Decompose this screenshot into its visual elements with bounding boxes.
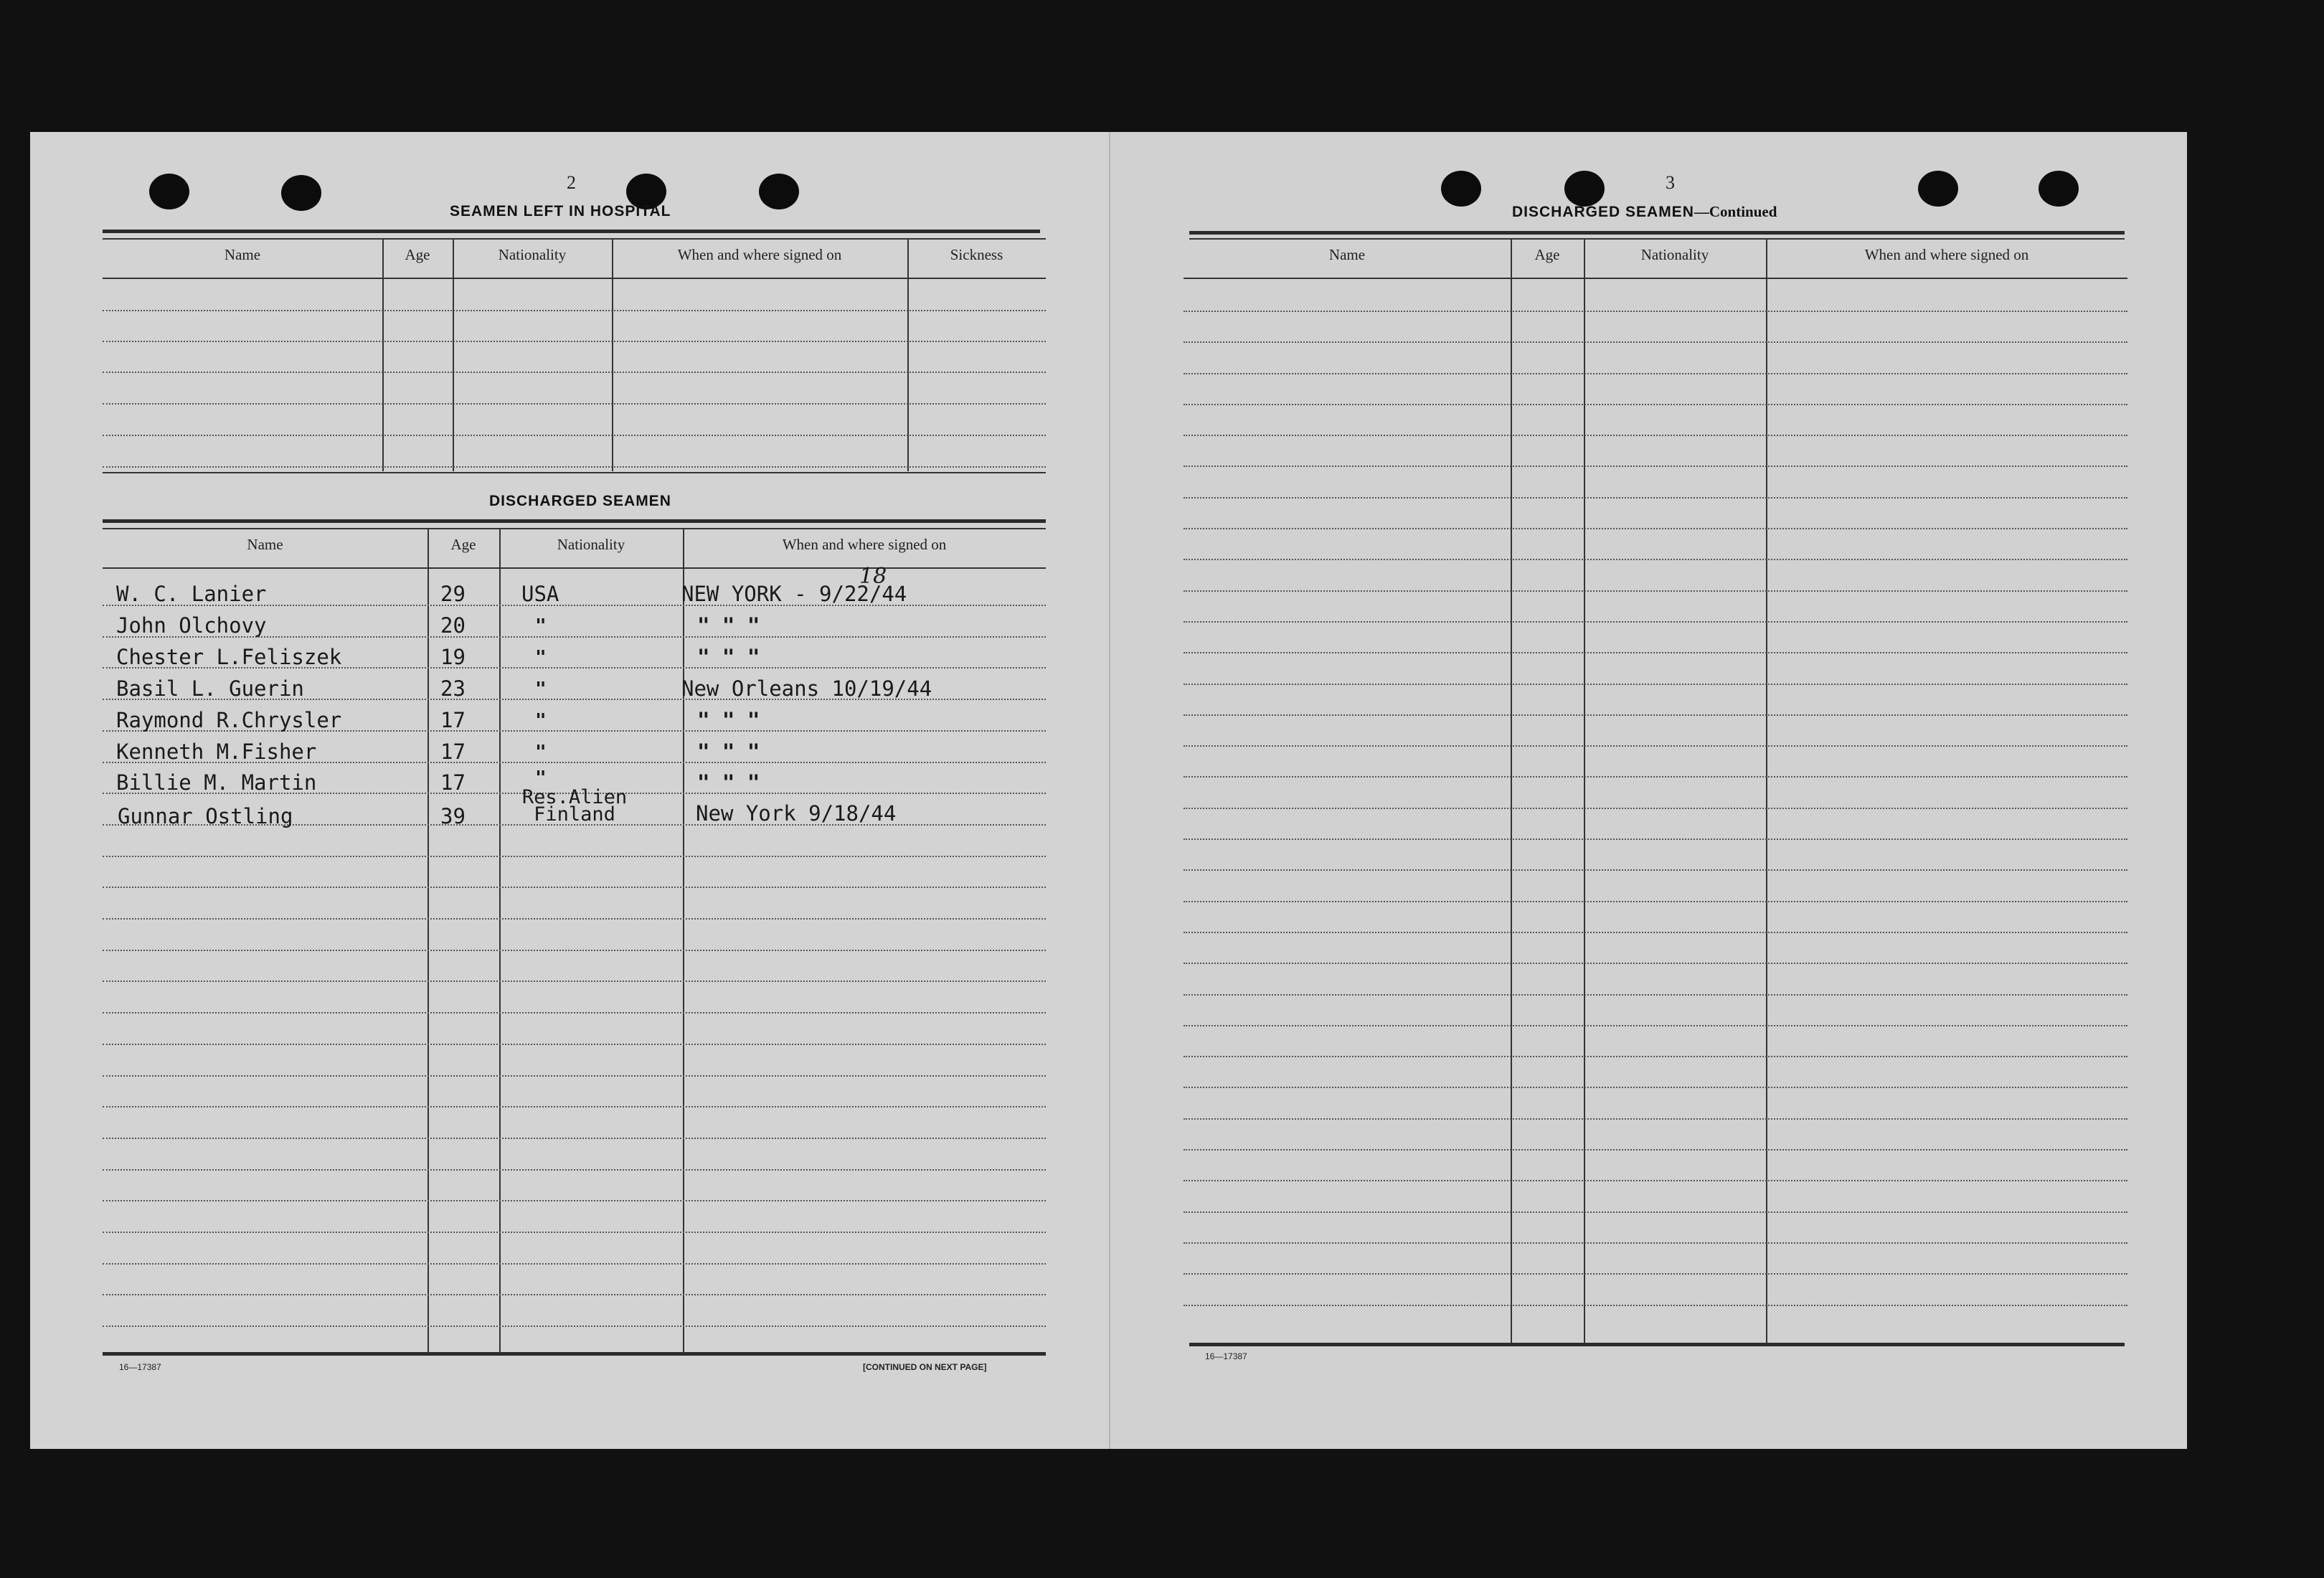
punch-hole (1918, 171, 1958, 207)
ruled-line (103, 1138, 1046, 1139)
ditto-mark: " (535, 767, 547, 789)
form-code: 16—17387 (1205, 1351, 1247, 1361)
ruled-line (1184, 497, 2127, 499)
punch-hole (759, 174, 799, 209)
rule (1189, 231, 2125, 235)
rule (103, 567, 1046, 569)
ruled-line (103, 1200, 1046, 1201)
column-header-signed-on: When and where signed on (677, 246, 842, 263)
seaman-name: Kenneth M.Fisher (116, 740, 317, 764)
seaman-age: 19 (440, 645, 466, 669)
ditto-mark: " (535, 679, 547, 700)
ruled-line (103, 1075, 1046, 1077)
column-divider (382, 238, 384, 471)
ruled-line (1184, 1211, 2127, 1213)
ruled-line (1184, 341, 2127, 343)
page-number: 2 (567, 172, 576, 193)
seaman-nationality: USA (521, 582, 559, 606)
ruled-line (1184, 621, 2127, 623)
ruled-line (103, 1169, 1046, 1171)
ruled-line (1184, 1118, 2127, 1120)
ditto-mark: " (535, 710, 547, 732)
ruled-line (1184, 1180, 2127, 1181)
ruled-line (1184, 1149, 2127, 1151)
discharged-section-title: DISCHARGED SEAMEN (489, 493, 671, 509)
seaman-name: Basil L. Guerin (116, 676, 304, 701)
ruled-line (1184, 652, 2127, 653)
seaman-name: Raymond R.Chrysler (116, 708, 342, 732)
page-gutter (1109, 132, 1110, 1449)
seaman-signed-on: " " " (697, 740, 760, 764)
ruled-line (1184, 901, 2127, 902)
ruled-line (103, 372, 1046, 373)
page-number: 3 (1666, 172, 1675, 193)
ruled-line (103, 1263, 1046, 1265)
ditto-mark: " (535, 615, 547, 637)
right-section-title-suffix: —Continued (1694, 203, 1777, 220)
rule (103, 472, 1046, 473)
ruled-line (103, 341, 1046, 342)
ruled-line (103, 1326, 1046, 1327)
seaman-name: Chester L.Feliszek (116, 645, 342, 669)
column-divider (612, 238, 613, 471)
seaman-signed-on: " " " (697, 645, 760, 669)
column-divider (683, 528, 684, 1353)
seaman-age: 39 (440, 804, 466, 828)
ruled-line (1184, 373, 2127, 374)
ruled-line (103, 1044, 1046, 1045)
ruled-line (1184, 404, 2127, 405)
ruled-line (1184, 1087, 2127, 1088)
ruled-line (1184, 435, 2127, 436)
seaman-name: Billie M. Martin (116, 770, 317, 795)
ruled-line (1184, 714, 2127, 716)
ruled-line (103, 981, 1046, 982)
hospital-section-title: SEAMEN LEFT IN HOSPITAL (450, 203, 671, 219)
seaman-name: Gunnar Ostling (118, 804, 293, 828)
rule (1184, 278, 2127, 279)
ruled-line (1184, 559, 2127, 560)
ruled-line (103, 1294, 1046, 1295)
seaman-name: John Olchovy (116, 613, 267, 638)
seaman-nationality: Res.Alien Finland (521, 786, 628, 826)
ruled-line (103, 466, 1046, 468)
column-header-age: Age (1534, 246, 1560, 263)
ruled-line (1184, 745, 2127, 747)
ruled-line (1184, 869, 2127, 871)
seaman-signed-on: New York 9/18/44 (696, 801, 897, 826)
rule (103, 519, 1046, 523)
seaman-signed-on: NEW YORK - 9/22/44 (681, 582, 907, 606)
ruled-line (1184, 1273, 2127, 1275)
rule (1189, 1343, 2125, 1346)
seaman-age: 29 (440, 582, 466, 606)
right-section-title (1512, 203, 1777, 221)
ruled-line (1184, 932, 2127, 933)
ruled-line (103, 950, 1046, 951)
column-header-nationality: Nationality (498, 246, 567, 263)
seaman-age: 23 (440, 676, 466, 701)
column-header-nationality: Nationality (557, 536, 625, 553)
punch-hole (281, 175, 321, 211)
ruled-line (1184, 808, 2127, 809)
seaman-signed-on: " " " (697, 770, 760, 795)
ruled-line (1184, 1025, 2127, 1026)
column-header-nationality: Nationality (1640, 246, 1709, 263)
ruled-line (1184, 1305, 2127, 1306)
ditto-mark: " (535, 647, 547, 668)
column-divider (907, 238, 909, 471)
form-code: 16—17387 (119, 1362, 161, 1372)
rule (103, 1352, 1046, 1356)
seaman-signed-on: " " " (697, 708, 760, 732)
ruled-line (103, 1012, 1046, 1014)
ruled-line (1184, 466, 2127, 467)
handwritten-correction: 18 (859, 564, 887, 589)
seaman-signed-on: " " " (697, 613, 760, 638)
rule (1189, 238, 2125, 240)
continued-note: [CONTINUED ON NEXT PAGE] (863, 1362, 987, 1372)
column-header-signed-on: When and where signed on (782, 536, 947, 553)
column-divider (499, 528, 501, 1353)
ruled-line (103, 1106, 1046, 1107)
punch-hole (1441, 171, 1481, 207)
seaman-signed-on: New Orleans 10/19/44 (681, 676, 932, 701)
column-header-name: Name (247, 536, 283, 553)
column-header-sickness: Sickness (950, 246, 1003, 263)
rule (103, 278, 1046, 279)
ruled-line (103, 1232, 1046, 1233)
right-section-title-text: DISCHARGED SEAMEN (1512, 204, 1694, 220)
seaman-age: 20 (440, 613, 466, 638)
seaman-age: 17 (440, 770, 466, 795)
column-divider (453, 238, 454, 471)
rule (103, 528, 1046, 529)
column-header-age: Age (450, 536, 476, 553)
ruled-line (103, 310, 1046, 311)
ruled-line (1184, 311, 2127, 312)
column-header-age: Age (405, 246, 430, 263)
punch-hole (1564, 171, 1605, 207)
ditto-mark: " (535, 742, 547, 763)
ruled-line (103, 887, 1046, 888)
punch-hole (2039, 171, 2079, 207)
column-divider (428, 528, 429, 1353)
ruled-line (1184, 963, 2127, 964)
ruled-line (103, 403, 1046, 405)
ruled-line (1184, 838, 2127, 840)
column-header-signed-on: When and where signed on (1864, 246, 2029, 263)
ruled-line (103, 918, 1046, 920)
punch-hole (149, 174, 189, 209)
column-header-name: Name (224, 246, 261, 263)
seaman-name: W. C. Lanier (116, 582, 267, 606)
ruled-line (103, 435, 1046, 436)
seaman-age: 17 (440, 708, 466, 732)
rule (103, 238, 1046, 240)
ruled-line (1184, 528, 2127, 529)
ruled-line (1184, 684, 2127, 685)
ruled-line (1184, 590, 2127, 592)
ruled-line (1184, 1242, 2127, 1244)
ruled-line (103, 856, 1046, 857)
ruled-line (1184, 1056, 2127, 1057)
seaman-age: 17 (440, 740, 466, 764)
ruled-line (1184, 776, 2127, 778)
rule (103, 230, 1040, 233)
right-page (1110, 132, 2187, 1449)
ruled-line (1184, 994, 2127, 996)
column-header-name: Name (1328, 246, 1366, 263)
